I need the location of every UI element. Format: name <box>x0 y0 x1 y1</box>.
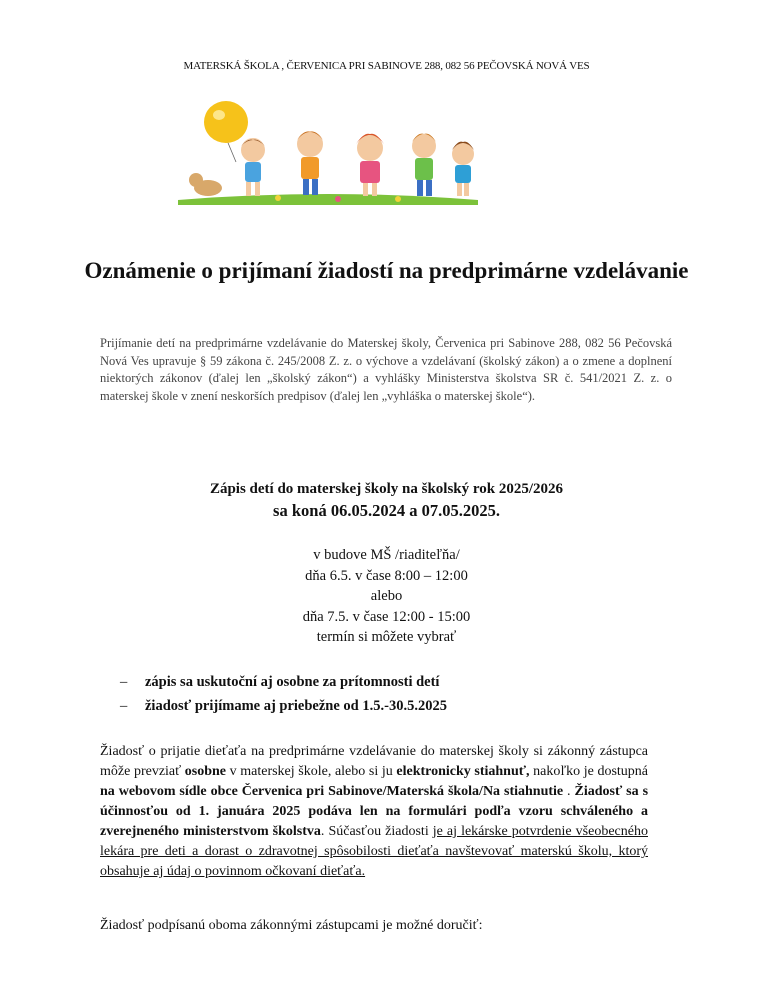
bullet-list <box>120 670 680 718</box>
intro-paragraph: Prijímanie detí na predprimárne vzdelávanie do Materskej školy, Červenica pri Sabinove 288, 082 56 Pečovská Nová Ves upravuje § 59 zákona č. 245/2008 Z. z. o výchove a vzdelávaní (školský zákon) a o zmene a doplnení niektorých zákonov (ďalej len „školský zákon“) a vyhlášky Ministerstva školstva SR č. 541/2021 Z. z. o materskej škole v znení neskorších predpisov (ďalej len „vyhláška o materskej škole“). <box>100 336 672 403</box>
schedule-choice: termín si môžete vybrať <box>316 629 457 645</box>
page-title: Oznámenie o prijímaní žiadostí na predprimárne vzdelávanie <box>84 258 689 283</box>
bullet-dash: – <box>120 674 128 690</box>
body-text-5: . Súčasťou žiadosti <box>320 824 433 839</box>
list-item <box>120 694 680 718</box>
school-header: MATERSKÁ ŠKOLA , ČERVENICA PRI SABINOVE 288, 082 56 PEČOVSKÁ NOVÁ VES <box>183 60 590 72</box>
bullet-text: žiadosť prijímame aj priebežne od 1.5.-30.5.2025 <box>145 698 447 714</box>
schedule-block <box>0 545 773 648</box>
enrollment-line-2 <box>0 500 773 522</box>
list-item <box>120 670 680 694</box>
enrollment-prefix: sa koná <box>273 501 327 520</box>
body-bold-form-rule: Žiadosť sa s účinnosťou od 1. januára 2025 podáva len na formulári podľa vzoru schváleného a zverejneného ministerstvom školstva <box>100 784 649 839</box>
schedule-location: v budove MŠ /riaditeľňa/ <box>313 547 460 563</box>
enrollment-date-1: 06.05.2024 <box>330 501 406 520</box>
body-bold-personally: osobne <box>184 764 226 779</box>
application-paragraph <box>100 742 648 882</box>
delivery-paragraph: Žiadosť podpísanú oboma zákonnými zástupcami je možné doručiť: <box>100 918 483 933</box>
bullet-dash: – <box>120 698 128 714</box>
schedule-day-1: dňa 6.5. v čase 8:00 – 12:00 <box>305 567 468 584</box>
schedule-or: alebo <box>370 588 403 604</box>
bullet-text: zápis sa uskutoční aj osobne za prítomnosti detí <box>145 674 440 690</box>
schedule-day-2: dňa 7.5. v čase 12:00 - 15:00 <box>302 608 471 625</box>
body-text-1: Žiadosť o prijatie dieťaťa na predprimárne vzdelávanie do materskej školy si zákonný zástupca môže prevziať <box>100 744 648 779</box>
body-bold-download: elektronicky stiahnuť, <box>396 764 530 779</box>
body-text-2: v materskej škole, alebo si ju <box>225 764 397 779</box>
enrollment-conj: a <box>409 501 418 520</box>
body-underlined-medical: je aj lekárske potvrdenie všeobecného lekára pre deti a dorast o zdravotnej spôsobilosti dieťaťa navštevovať materskú školu, ktorý obsahuje aj údaj o povinnom očkovaní dieťaťa. <box>100 824 648 879</box>
enrollment-date-2: 07.05.2025. <box>421 501 500 520</box>
body-bold-website: na webovom sídle obce Červenica pri Sabinove/Materská škola/Na stiahnutie <box>100 784 564 799</box>
enrollment-line-1: Zápis detí do materskej školy na školský rok 2025/2026 <box>209 481 564 497</box>
body-text-4: . <box>563 784 575 799</box>
children-balloon-illustration <box>178 100 478 205</box>
body-text-3: nakoľko je dostupná <box>529 764 648 779</box>
enrollment-heading <box>0 478 773 522</box>
